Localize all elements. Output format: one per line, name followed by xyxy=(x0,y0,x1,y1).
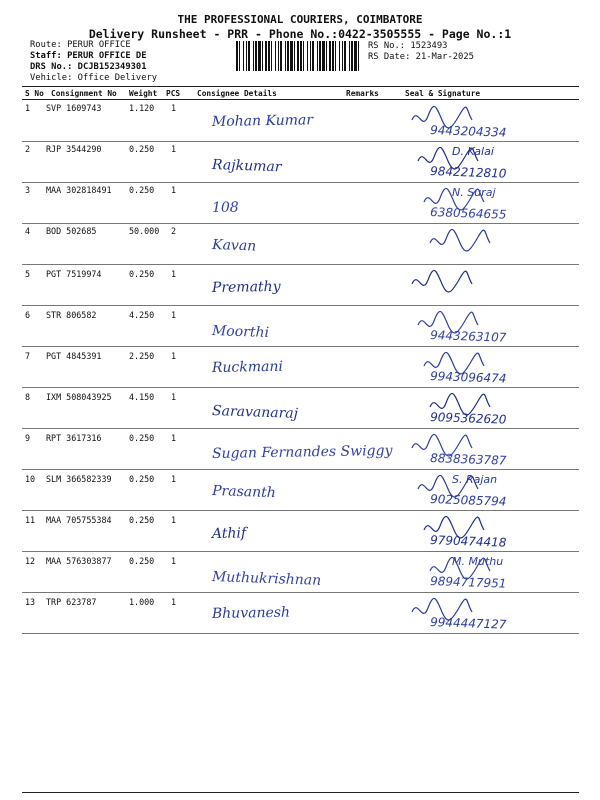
handwriting-layer xyxy=(22,551,579,592)
meta-right xyxy=(368,41,474,63)
route: Route: PERUR OFFICE xyxy=(30,40,131,50)
cell-pcs: 1 xyxy=(171,269,177,279)
seal-phone-handwritten: 9894717951 xyxy=(429,574,507,591)
cell-pcs: 1 xyxy=(171,144,177,154)
barcode-bar xyxy=(342,41,343,71)
table-row xyxy=(22,223,579,265)
cell-consignment: BOD 502685 xyxy=(46,226,97,236)
barcode-bar xyxy=(287,41,289,71)
cell-consignment: PGT 4845391 xyxy=(46,351,102,361)
cell-pcs: 1 xyxy=(171,515,177,525)
seal-phone-handwritten: 9443204334 xyxy=(429,123,507,140)
consignee-handwritten: Athif xyxy=(211,525,247,542)
cell-weight: 1.120 xyxy=(129,103,155,113)
table-top-rule xyxy=(22,86,579,87)
cell-sno: 10 xyxy=(25,474,36,484)
table-row xyxy=(22,264,579,306)
handwriting-layer xyxy=(22,346,579,387)
cell-weight: 0.250 xyxy=(129,185,155,195)
seal-name-handwritten: N. Suraj xyxy=(452,186,496,199)
barcode-bar xyxy=(351,41,353,71)
cell-sno: 3 xyxy=(25,185,31,195)
handwriting-layer xyxy=(22,510,579,551)
handwriting-layer xyxy=(22,387,579,428)
barcode-bar xyxy=(339,41,340,71)
barcode-bar xyxy=(285,41,286,71)
cell-weight: 4.150 xyxy=(129,392,155,402)
consignee-handwritten: Kavan xyxy=(211,237,257,255)
cell-consignment: STR 806582 xyxy=(46,310,97,320)
seal-name-handwritten: D. Kalai xyxy=(452,145,494,158)
barcode-bar xyxy=(246,41,247,71)
cell-weight: 0.250 xyxy=(129,515,155,525)
handwriting-layer xyxy=(22,428,579,469)
cell-sno: 4 xyxy=(25,226,31,236)
handwriting-layer xyxy=(22,182,579,223)
col-sno: S No xyxy=(25,89,44,98)
cell-consignment: SLM 366582339 xyxy=(46,474,112,484)
cell-consignment: TRP 623787 xyxy=(46,597,97,607)
table-row xyxy=(22,182,579,224)
barcode-bar xyxy=(258,41,261,71)
seal-phone-handwritten: 9443263107 xyxy=(429,328,507,345)
seal-phone-handwritten: 9025085794 xyxy=(429,492,507,509)
barcode-bar xyxy=(294,41,295,71)
table-header xyxy=(22,89,579,100)
cell-weight: 2.250 xyxy=(129,351,155,361)
cell-sno: 9 xyxy=(25,433,31,443)
barcode-bar xyxy=(271,41,272,71)
cell-sno: 12 xyxy=(25,556,36,566)
handwriting-layer xyxy=(22,223,579,264)
col-seal: Seal & Signature xyxy=(405,89,481,98)
consignee-handwritten: Rajkumar xyxy=(211,157,282,176)
table-row xyxy=(22,141,579,183)
seal-name-handwritten: S. Rajan xyxy=(452,473,498,486)
drs-number: DRS No.: DCJB152349301 xyxy=(30,62,147,72)
cell-pcs: 1 xyxy=(171,556,177,566)
barcode-bar xyxy=(280,41,282,71)
barcode-bar xyxy=(248,41,250,71)
barcode-bar xyxy=(322,41,325,71)
cell-consignment: RPT 3617316 xyxy=(46,433,102,443)
seal-phone-handwritten: 9842212810 xyxy=(429,164,507,181)
cell-weight: 0.250 xyxy=(129,433,155,443)
cell-pcs: 1 xyxy=(171,433,177,443)
signature-scribble xyxy=(412,270,472,292)
cell-sno: 5 xyxy=(25,269,31,279)
cell-weight: 1.000 xyxy=(129,597,155,607)
cell-consignment: SVP 1609743 xyxy=(46,103,102,113)
col-weight: Weight xyxy=(129,89,158,98)
seal-phone-handwritten: 9790474418 xyxy=(429,533,507,550)
cell-consignment: PGT 7519974 xyxy=(46,269,102,279)
barcode-bar xyxy=(243,41,244,71)
cell-sno: 2 xyxy=(25,144,31,154)
seal-phone-handwritten: 9944447127 xyxy=(429,615,507,632)
consignee-handwritten: 108 xyxy=(211,199,239,216)
handwriting-layer xyxy=(22,141,579,182)
barcode-bar xyxy=(317,41,318,71)
cell-weight: 0.250 xyxy=(129,556,155,566)
barcode-bar xyxy=(344,41,346,71)
cell-weight: 0.250 xyxy=(129,144,155,154)
barcode-bar xyxy=(290,41,293,71)
rs-number: RS No.: 1523493 xyxy=(368,41,448,51)
rs-date: RS Date: 21-Mar-2025 xyxy=(368,52,474,62)
seal-name-handwritten: M. Muthu xyxy=(452,555,504,568)
cell-consignment: MAA 705755384 xyxy=(46,515,112,525)
barcode-bar xyxy=(319,41,321,71)
barcode-bar xyxy=(349,41,350,71)
handwriting-layer xyxy=(22,100,579,141)
table-row xyxy=(22,305,579,347)
barcode-bar xyxy=(358,41,359,71)
cell-pcs: 1 xyxy=(171,474,177,484)
table-bottom-rule xyxy=(22,792,579,793)
consignee-handwritten: Premathy xyxy=(211,278,281,296)
table-row xyxy=(22,100,579,142)
consignee-handwritten: Muthukrishnan xyxy=(211,569,322,589)
cell-pcs: 1 xyxy=(171,310,177,320)
barcode xyxy=(236,41,362,71)
cell-pcs: 1 xyxy=(171,103,177,113)
meta-left xyxy=(30,40,157,84)
table-row xyxy=(22,551,579,593)
barcode-bar xyxy=(354,41,357,71)
handwriting-layer xyxy=(22,264,579,305)
table-row xyxy=(22,346,579,388)
runsheet-subtitle: Delivery Runsheet - PRR - Phone No.:0422-3505555 - Page No.:1 xyxy=(88,27,512,41)
col-consignee: Consignee Details xyxy=(197,89,277,98)
barcode-bar xyxy=(326,41,327,71)
cell-sno: 13 xyxy=(25,597,36,607)
table-row xyxy=(22,592,579,634)
barcode-bar xyxy=(312,41,314,71)
table-row xyxy=(22,510,579,552)
cell-consignment: MAA 576303877 xyxy=(46,556,112,566)
consignee-handwritten: Prasanth xyxy=(211,483,277,502)
cell-weight: 4.250 xyxy=(129,310,155,320)
barcode-bar xyxy=(255,41,257,71)
cell-sno: 8 xyxy=(25,392,31,402)
vehicle: Vehicle: Office Delivery xyxy=(30,73,158,83)
col-consignment: Consignment No xyxy=(51,89,117,98)
consignee-handwritten: Sugan Fernandes Swiggy xyxy=(211,442,393,462)
col-pcs: PCS xyxy=(166,89,181,98)
barcode-bar xyxy=(239,41,240,71)
cell-weight: 0.250 xyxy=(129,269,155,279)
cell-pcs: 1 xyxy=(171,392,177,402)
cell-sno: 6 xyxy=(25,310,31,320)
seal-phone-handwritten: 6380564655 xyxy=(429,205,507,222)
barcode-bar xyxy=(307,41,308,71)
consignee-handwritten: Ruckmani xyxy=(211,358,284,376)
table-row xyxy=(22,428,579,470)
handwriting-layer xyxy=(22,305,579,346)
handwriting-layer xyxy=(22,592,579,633)
barcode-bar xyxy=(278,41,279,71)
barcode-bar xyxy=(332,41,334,71)
consignee-handwritten: Bhuvanesh xyxy=(211,604,291,622)
consignee-handwritten: Mohan Kumar xyxy=(211,112,314,130)
staff: Staff: PERUR OFFICE DE xyxy=(30,51,147,61)
table-row xyxy=(22,469,579,511)
barcode-bar xyxy=(275,41,276,71)
col-remarks: Remarks xyxy=(346,89,379,98)
cell-pcs: 1 xyxy=(171,185,177,195)
cell-pcs: 1 xyxy=(171,351,177,361)
cell-sno: 1 xyxy=(25,103,31,113)
cell-consignment: IXM 508043925 xyxy=(46,392,112,402)
cell-pcs: 1 xyxy=(171,597,177,607)
barcode-bar xyxy=(335,41,336,71)
cell-pcs: 2 xyxy=(171,226,177,236)
cell-weight: 50.000 xyxy=(129,226,160,236)
table-row xyxy=(22,387,579,429)
seal-phone-handwritten: 8838363787 xyxy=(429,451,507,468)
seal-phone-handwritten: 9943096474 xyxy=(429,369,507,386)
company-name: THE PROFESSIONAL COURIERS, COIMBATORE xyxy=(177,13,423,26)
cell-consignment: MAA 302818491 xyxy=(46,185,112,195)
barcode-bar xyxy=(297,41,299,71)
seal-phone-handwritten: 9095362620 xyxy=(429,410,507,427)
cell-sno: 7 xyxy=(25,351,31,361)
cell-sno: 11 xyxy=(25,515,36,525)
barcode-bar xyxy=(262,41,263,71)
consignee-handwritten: Saravanaraj xyxy=(211,403,299,422)
barcode-bar xyxy=(236,41,238,71)
cell-consignment: RJP 3544290 xyxy=(46,144,102,154)
barcode-bar xyxy=(268,41,270,71)
signature-scribble xyxy=(430,229,490,251)
barcode-bar xyxy=(265,41,267,71)
barcode-bar xyxy=(303,41,304,71)
handwriting-layer xyxy=(22,469,579,510)
barcode-bar xyxy=(300,41,302,71)
consignee-handwritten: Moorthi xyxy=(211,323,270,341)
barcode-bar xyxy=(253,41,254,71)
barcode-bar xyxy=(329,41,331,71)
barcode-bar xyxy=(310,41,311,71)
cell-weight: 0.250 xyxy=(129,474,155,484)
